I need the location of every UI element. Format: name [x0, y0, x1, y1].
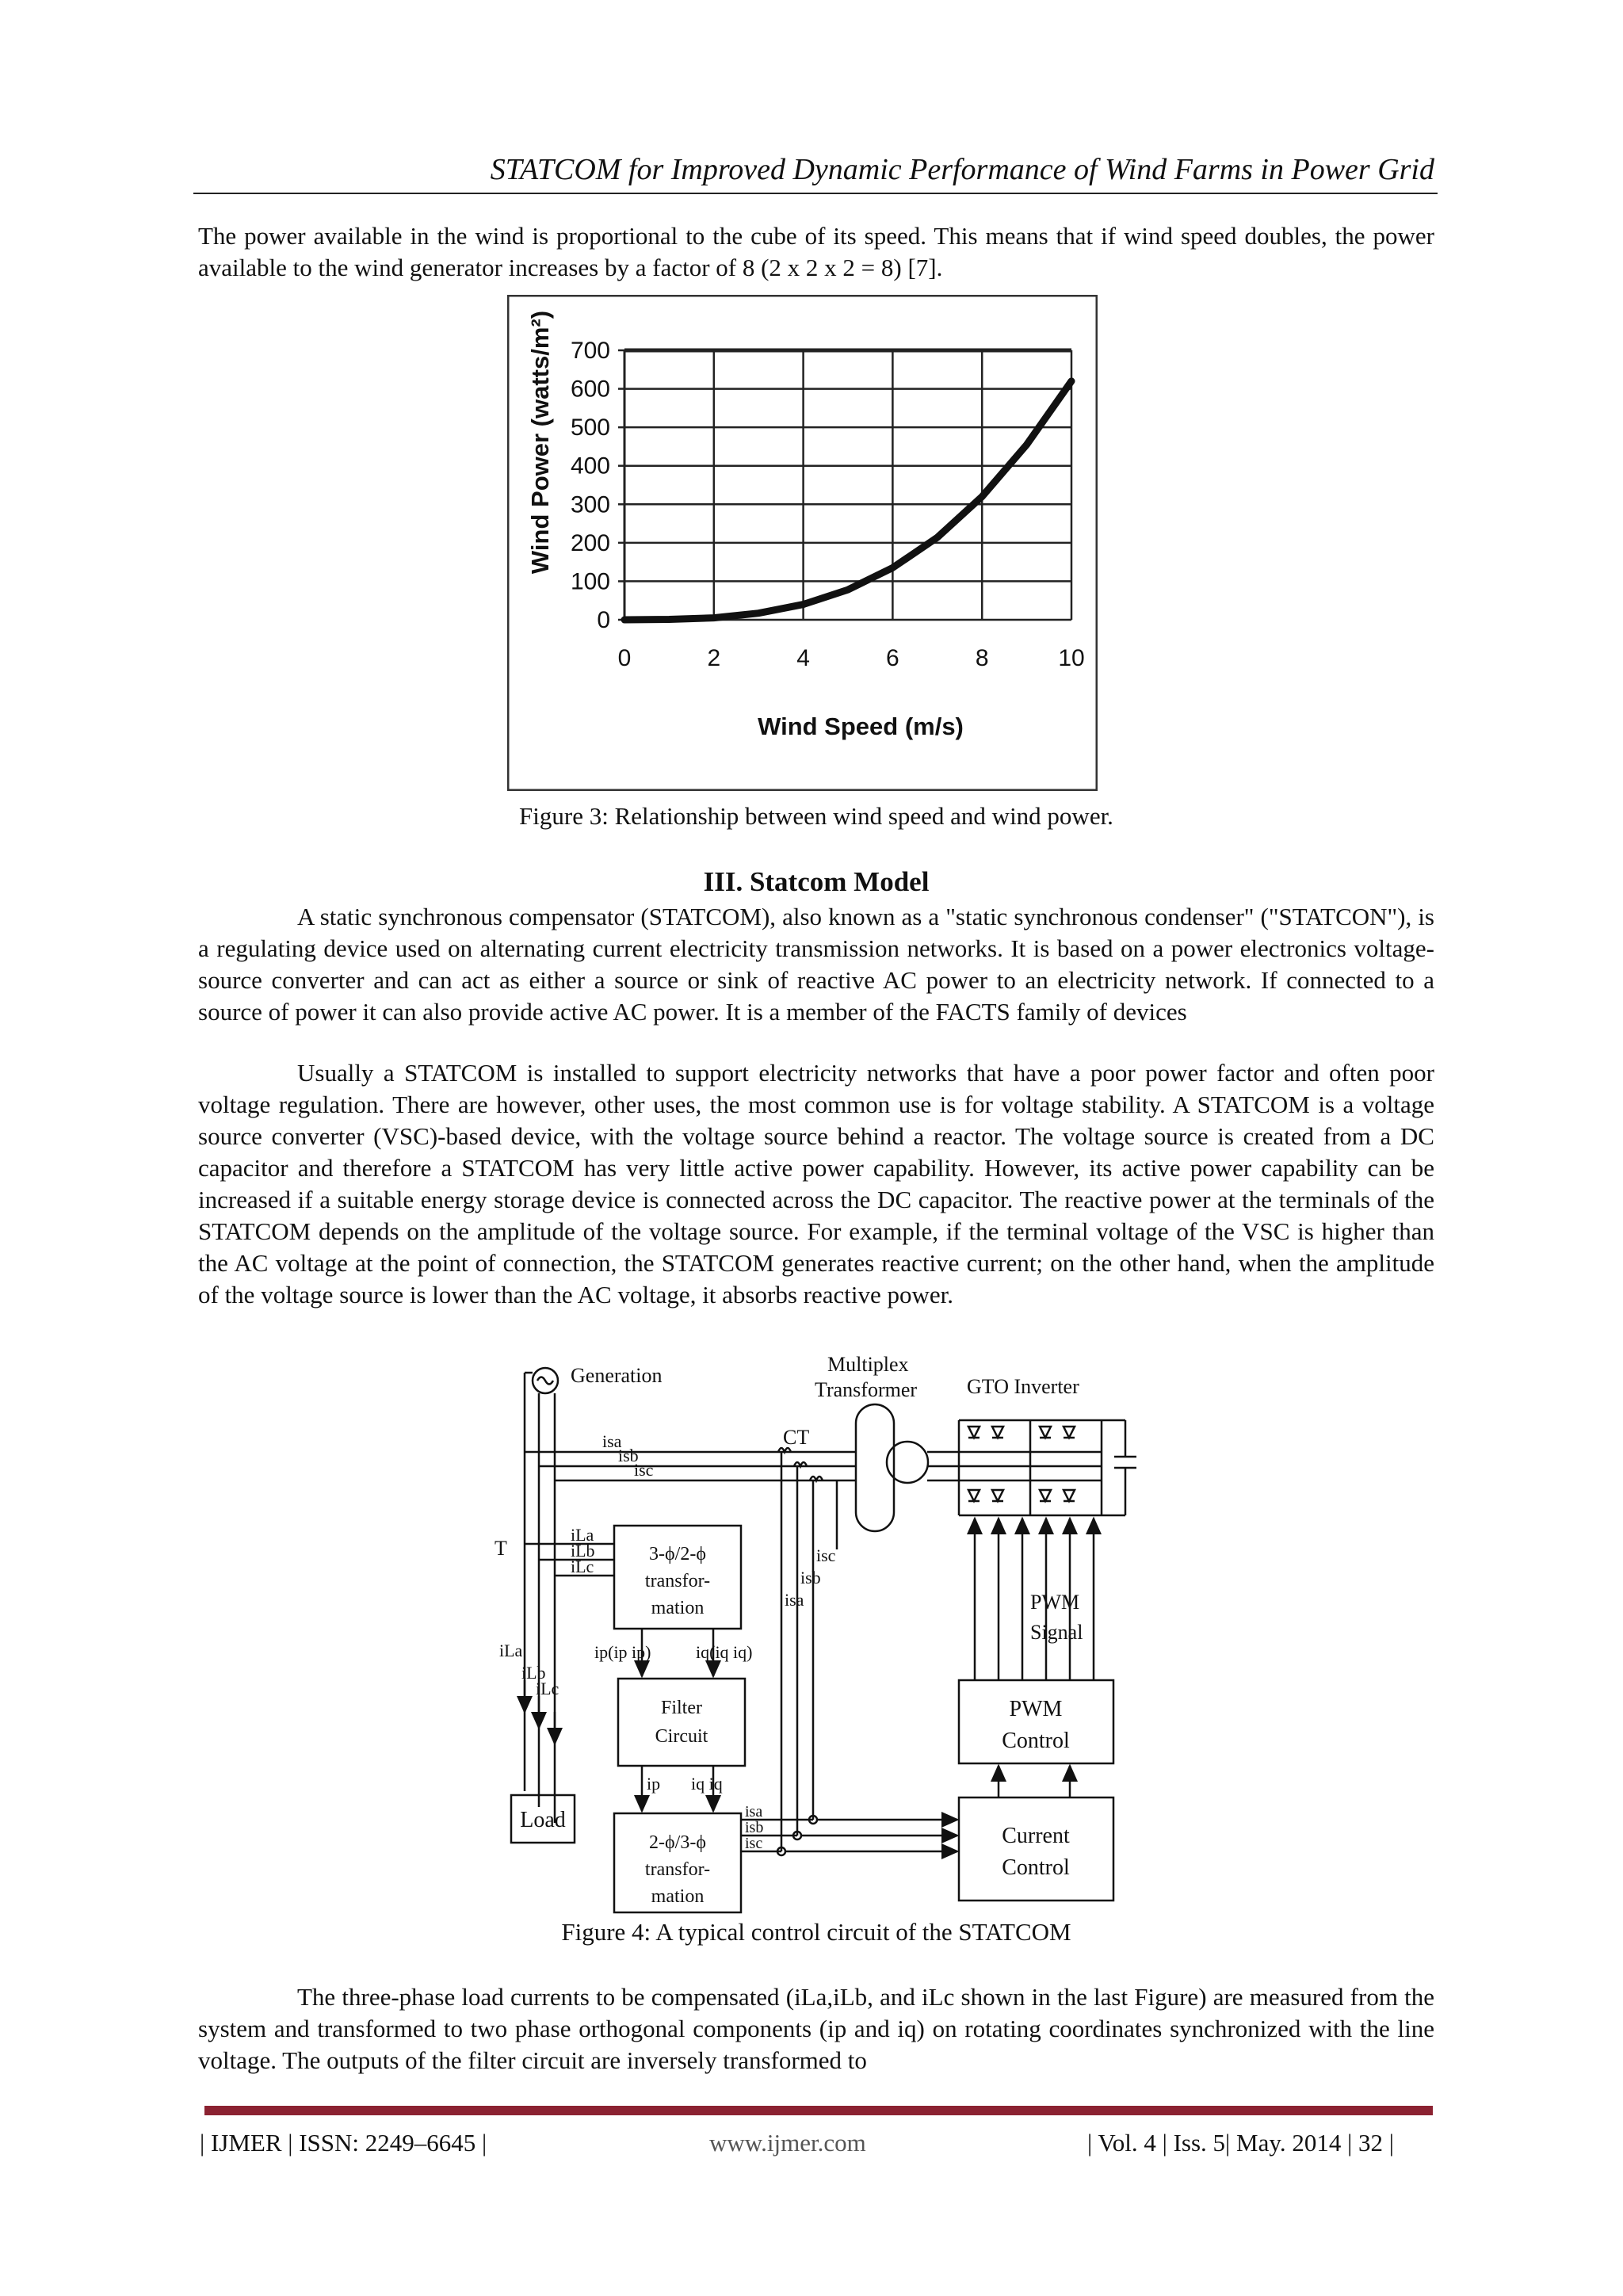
filter-circuit-block: [618, 1679, 745, 1766]
label-iq-out: iq(iq iq): [696, 1642, 753, 1662]
label-isa-sum: isa: [745, 1803, 763, 1820]
header-rule: [193, 193, 1438, 194]
label-ct: CT: [783, 1426, 810, 1449]
label-gto-inverter: GTO Inverter: [967, 1375, 1079, 1398]
x-tick-label: 6: [886, 645, 899, 671]
footer-bar: [204, 2106, 1433, 2115]
bottom-paragraph: The three-phase load currents to be compensated (iLa,iLb, and iLc shown in the last Figure) are measured from the system and transformed to two phase orthogonal components (ip and iq) on rotating coordinates synchronized with the line voltage. The outputs of the filter circuit are inversely transformed to: [198, 1983, 1434, 2074]
label-ilb: iLb: [571, 1541, 595, 1561]
label-load: Load: [520, 1808, 566, 1832]
label-ilc: iLc: [571, 1557, 594, 1576]
figure4-caption: Figure 4: A typical control circuit of the STATCOM: [561, 1918, 1071, 1946]
running-header: STATCOM for Improved Dynamic Performance of Wind Farms in Power Grid: [490, 153, 1434, 186]
y-tick-label: 500: [570, 415, 610, 441]
y-tick-label: 400: [570, 453, 610, 479]
y-tick-label: 100: [570, 568, 610, 595]
statcom-paragraph-1: A static synchronous compensator (STATCOM), also known as a "static synchronous condenser" ("STATCON"), is a regulating device used on alternating current electricity transmission networks. It is based on a power electronics voltage-source converter and can act as either a source or sink of reactive AC power to an electricity network. If connected to a source of power it can also provide active AC power. It is a member of the FACTS family of devices: [198, 903, 1434, 1026]
section-heading: III. Statcom Model: [703, 866, 930, 897]
label-pwm-signal-1: PWM: [1030, 1591, 1080, 1614]
label-filter-2: Circuit: [655, 1726, 708, 1747]
x-tick-label: 8: [975, 645, 989, 671]
gto-thyristor-icons: [968, 1427, 1075, 1501]
y-tick-label: 300: [570, 491, 610, 518]
x-tick-label: 10: [1058, 645, 1085, 671]
label-tr2-3: mation: [651, 1886, 705, 1907]
wind-power-chart: [507, 295, 1098, 791]
intro-paragraph: The power available in the wind is proportional to the cube of its speed. This means that if wind speed doubles, the power available to the wind generator increases by a factor of 8 (2 x 2 x 2 = 8) [7].: [198, 222, 1434, 281]
statcom-control-diagram: [483, 1347, 1141, 1918]
x-tick-label: 0: [617, 645, 632, 671]
label-ila: iLa: [571, 1525, 594, 1545]
label-ip-out: ip(ip ip): [594, 1642, 651, 1662]
x-axis-label: Wind Speed (m/s): [758, 712, 964, 740]
y-axis-label: Wind Power (watts/m²): [526, 310, 554, 575]
label-isa-right: isa: [785, 1590, 804, 1610]
label-current-control-1: Current: [1002, 1824, 1070, 1848]
label-filter-1: Filter: [661, 1698, 702, 1718]
y-tick-label: 200: [570, 529, 610, 556]
label-multiplex-1: Multiplex: [827, 1353, 909, 1376]
label-pwm-control-2: Control: [1002, 1729, 1070, 1753]
label-isa-top: isa: [602, 1431, 622, 1451]
label-tr1-1: 3-ϕ/2-ϕ: [649, 1544, 706, 1564]
figure3-caption: Figure 3: Relationship between wind speed and wind power.: [519, 802, 1113, 830]
label-isc-right: isc: [816, 1545, 836, 1565]
label-isc-top: isc: [634, 1460, 654, 1480]
x-tick-label: 4: [796, 645, 810, 671]
footer-left: | IJMER | ISSN: 2249–6645 |: [200, 2129, 487, 2157]
label-isb-right: isb: [800, 1568, 821, 1587]
label-ilb-down: iLb: [521, 1663, 546, 1683]
label-tr2-1: 2-ϕ/3-ϕ: [649, 1832, 706, 1853]
label-isb-top: isb: [618, 1446, 639, 1465]
label-multiplex-2: Transformer: [815, 1378, 918, 1401]
statcom-paragraph-2: Usually a STATCOM is installed to support electricity networks that have a poor power factor and often poor voltage regulation. There are however, other uses, the most common use is for voltage stability. A STATCOM is a voltage source converter (VSC)-based device, with the voltage source behind a reactor. The voltage source is created from a DC capacitor and therefore a STATCOM has very little active power capability. However, its active power capability can be increased if a suitable energy storage device is connected across the DC capacitor. The reactive power at the terminals of the STATCOM depends on the amplitude of the voltage source. For example, if the terminal voltage of the VSC is higher than the AC voltage at the point of connection, the STATCOM generates reactive current; on the other hand, when the amplitude of the voltage source is lower than the AC voltage, it absorbs reactive power.: [198, 1059, 1434, 1308]
label-t: T: [495, 1537, 507, 1560]
label-tr1-2: transfor-: [644, 1571, 711, 1591]
label-isc-sum: isc: [745, 1835, 763, 1852]
label-ila-down: iLa: [499, 1641, 523, 1660]
current-control-block: [959, 1797, 1113, 1901]
label-tr2-2: transfor-: [644, 1859, 711, 1880]
y-tick-label: 0: [597, 607, 610, 633]
label-iq-f: iq iq: [691, 1774, 723, 1794]
footer-right: | Vol. 4 | Iss. 5| May. 2014 | 32 |: [1087, 2129, 1394, 2157]
y-tick-label: 700: [570, 338, 610, 364]
label-pwm-control-1: PWM: [1009, 1697, 1063, 1721]
label-isb-sum: isb: [745, 1819, 764, 1836]
label-ip-f: ip: [647, 1774, 661, 1794]
label-generation: Generation: [571, 1364, 663, 1387]
label-ilc-down: iLc: [536, 1679, 559, 1698]
x-tick-label: 2: [707, 645, 721, 671]
label-pwm-signal-2: Signal: [1030, 1621, 1083, 1644]
footer-website-link[interactable]: www.ijmer.com: [709, 2129, 866, 2157]
label-tr1-3: mation: [651, 1598, 705, 1618]
y-tick-label: 600: [570, 376, 610, 403]
label-current-control-2: Control: [1002, 1855, 1070, 1880]
